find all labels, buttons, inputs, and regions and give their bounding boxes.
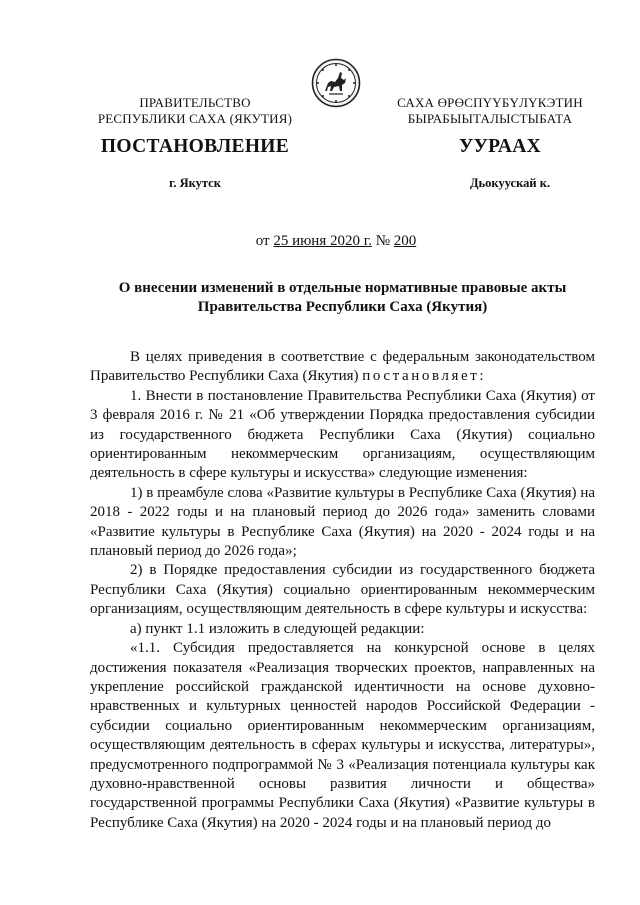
document-type-yakut: УУРААХ <box>458 136 542 157</box>
body-paragraph-1: 1. Внести в постановление Правительства Республики Саха (Якутия) от 3 февраля 2016 г. № 21 «Об утверждении Порядка предоставления субсидии из государственного бюджета Республики Саха (Якутия) социально ориентированным некоммерческим организациям, осуществляющим деятельность в сфере культуры и искусства» следующие изменения: <box>90 387 595 482</box>
decree-body <box>90 348 595 833</box>
header-right-line2: БЫРАБЫЫТАЛЫСТЫБАТА <box>407 111 573 126</box>
body-paragraph-preamble <box>90 348 595 387</box>
subject-line1: О внесении изменений в отдельные нормативные правовые акты <box>118 280 567 296</box>
body-paragraph-5: «1.1. Субсидия предоставляется на конкурсной основе в целях достижения показателя «Реализация творческих проектов, направленных на укрепление российской гражданской идентичности на основе духовно-нравственных и культурных ценностей народов Российской Федерации - субсидии социально ориентированным некоммерческим организациям, осуществляющим деятельность в сферах культуры и искусства, литературы», предусмотренного подпрограммой № 3 «Реализация потенциала культуры как духовно-нравственной основы развития личности и общества» государственной программы Республики Саха (Якутия) «Развитие культуры в Республике Саха (Якутия) на 2020 - 2024 годы и на плановый период до <box>90 640 595 831</box>
city-russian: г. Якутск <box>169 176 221 190</box>
body-paragraph-2: 1) в преамбуле слова «Развитие культуры в Республике Саха (Якутия) на 2018 - 2022 годы и на плановый период до 2026 года» заменить словами «Развитие культуры в Республике Саха (Якутия) на 2020 - 2024 годы и на плановый период до 2026 года»; <box>90 484 595 560</box>
decree-date: 25 июня 2020 г. <box>273 233 372 249</box>
preamble-text: В целях приведения в соответствие с федеральным законодательством Правительство Республики Саха (Якутия) <box>90 349 595 385</box>
body-paragraph-4: а) пункт 1.1 изложить в следующей редакции: <box>130 620 425 637</box>
decree-date-number <box>0 233 640 250</box>
decree-subject <box>90 279 595 317</box>
date-prefix: от <box>255 233 274 249</box>
header-left-line2: РЕСПУБЛИКИ САХА (ЯКУТИЯ) <box>97 111 293 126</box>
emblem-icon <box>311 58 361 108</box>
city-yakut: Дьокуускай к. <box>469 176 551 190</box>
preamble-spaced-verb: постановляет: <box>362 368 487 385</box>
header-left-line1: ПРАВИТЕЛЬСТВО <box>139 95 251 110</box>
header-right-line1: САХА ӨРӨСПҮҮБҮЛҮКЭТИН <box>397 95 583 110</box>
document-type-russian: ПОСТАНОВЛЕНИЕ <box>100 136 290 157</box>
body-paragraph-3: 2) в Порядке предоставления субсидии из государственного бюджета Республики Саха (Якутия) социально ориентированным некоммерческим организациям, осуществляющим деятельность в сфере культуры и искусства: <box>90 562 595 618</box>
decree-number: 200 <box>393 233 417 249</box>
number-prefix: № <box>371 233 394 249</box>
government-name-russian <box>95 95 295 127</box>
coat-of-arms-emblem <box>311 58 361 108</box>
subject-line2: Правительства Республики Саха (Якутия) <box>197 299 488 315</box>
government-name-yakut <box>385 95 595 127</box>
